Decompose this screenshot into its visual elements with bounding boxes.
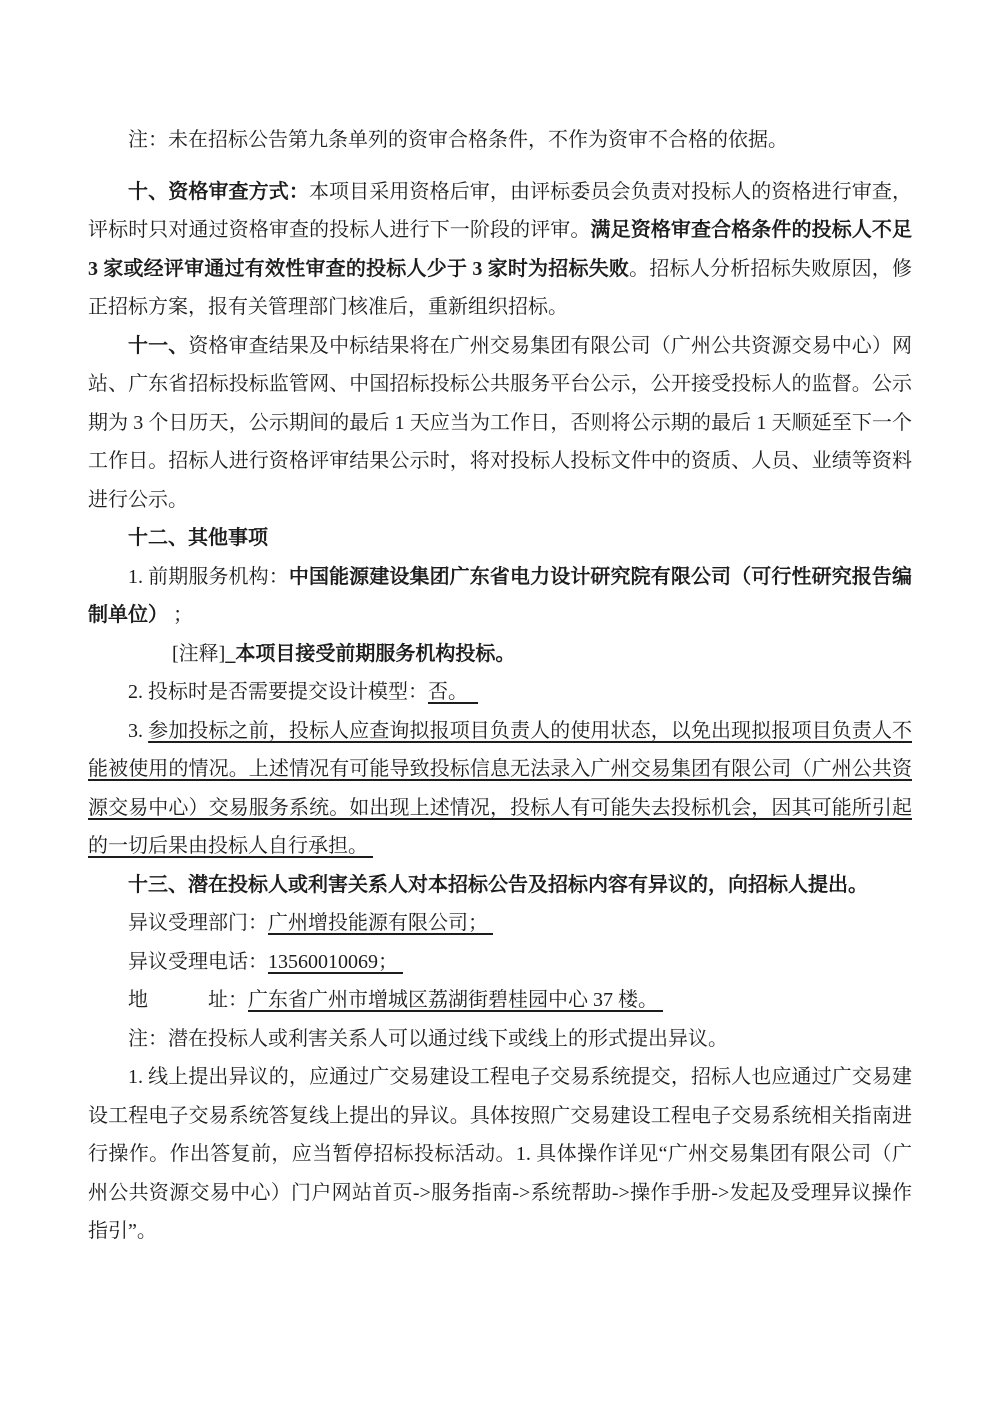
document-content: [88, 121, 912, 1251]
section-11-body: 资格审查结果及中标结果将在广州交易集团有限公司（广州公共资源交易中心）网站、广东省招标投标监管网、中国招标投标公共服务平台公示，公开接受投标人的监督。公示期为 3 个日历天，公示期间的最后 1 天应当为工作日，否则将公示期的最后 1 天顺延至下一个工作日。招标人进行资格评审结果公示时，将对投标人投标文件中的资质、人员、业绩等资料进行公示。: [88, 334, 913, 511]
objection-address-line: [88, 981, 912, 1020]
online-objection-paragraph: 1. 线上提出异议的，应通过广交易建设工程电子交易系统提交，招标人也应通过广交易建设工程电子交易系统答复线上提出的异议。具体按照广交易建设工程电子交易系统相关指南进行操作。作出答复前，应当暂停招标投标活动。1. 具体操作详见“广州交易集团有限公司（广州公共资源交易中心）门户网站首页->服务指南->系统帮助->操作手册->发起及受理异议操作指引”。: [88, 1066, 912, 1242]
section-10-heading: 十、资格审查方式：: [128, 180, 309, 203]
section-12-item-2: [88, 673, 912, 712]
section-13-heading-paragraph: [88, 866, 912, 905]
section-10-body-tail: 。招标人分析招标失败原因，修正招标方案，报有关管理部门核准后，重新组织招标。: [88, 257, 913, 318]
objection-phone-label: 异议受理电话：: [128, 950, 268, 973]
item-1-service-agency-name: 中国能源建设集团广东省电力设计研究院有限公司（可行性研究报告编制单位）: [88, 565, 913, 626]
objection-department-label: 异议受理部门：: [128, 912, 268, 934]
section-10-paragraph: [88, 173, 912, 327]
item-1-tail: ；: [168, 604, 193, 626]
item-2-label: 2. 投标时是否需要提交设计模型：: [128, 681, 428, 703]
annotation-bold-text: _本项目接受前期服务机构投标。: [225, 642, 516, 665]
item-3-number: 3.: [128, 719, 149, 742]
item-2-answer: 否。: [428, 681, 478, 703]
annotation-bracket: [注释]: [172, 642, 226, 665]
section-10-body-regular: 本项目采用资格后审，由评标委员会负责对投标人的资格进行审查，评标时只对通过资格审查的投标人进行下一阶段的评审。: [88, 180, 913, 241]
section-12-heading: 十二、其他事项: [128, 527, 268, 549]
objection-phone-value: 13560010069；: [268, 950, 403, 973]
objection-phone-line: [88, 943, 912, 982]
item-1-label: 1. 前期服务机构：: [128, 565, 289, 588]
note-qualification-line: 注：未在招标公告第九条单列的资审合格条件，不作为资审不合格的依据。: [128, 129, 788, 151]
objection-department-value: 广州增投能源有限公司；: [268, 912, 493, 934]
objection-department-line: [88, 904, 912, 943]
section-12-annotation: [88, 635, 912, 674]
section-10-body-bold: 满足资格审查合格条件的投标人不足 3 家或经评审通过有效性审查的投标人少于 3 家时为招标失败: [88, 219, 912, 280]
objection-note-line: 注：潜在投标人或利害关系人可以通过线下或线上的形式提出异议。: [128, 1027, 728, 1050]
objection-address-value: 广东省广州市增城区荔湖街碧桂园中心 37 楼。: [248, 989, 663, 1011]
objection-address-label: 地 址：: [128, 989, 248, 1011]
section-13-heading: 十三、潜在投标人或利害关系人对本招标公告及招标内容有异议的，向招标人提出。: [128, 873, 868, 896]
section-12-heading-paragraph: [88, 519, 912, 558]
item-3-underlined-text: 参加投标之前，投标人应查询拟报项目负责人的使用状态，以免出现拟报项目负责人不能被使用的情况。上述情况有可能导致投标信息无法录入广州交易集团有限公司（广州公共资源交易中心）交易服务系统。如出现上述情况，投标人有可能失去投标机会，因其可能所引起的一切后果由投标人自行承担。: [88, 719, 913, 857]
section-12-item-1: [88, 558, 912, 635]
section-11-heading: 十一、: [128, 334, 189, 357]
section-11-paragraph: [88, 327, 912, 520]
section-12-item-3: [88, 712, 912, 866]
